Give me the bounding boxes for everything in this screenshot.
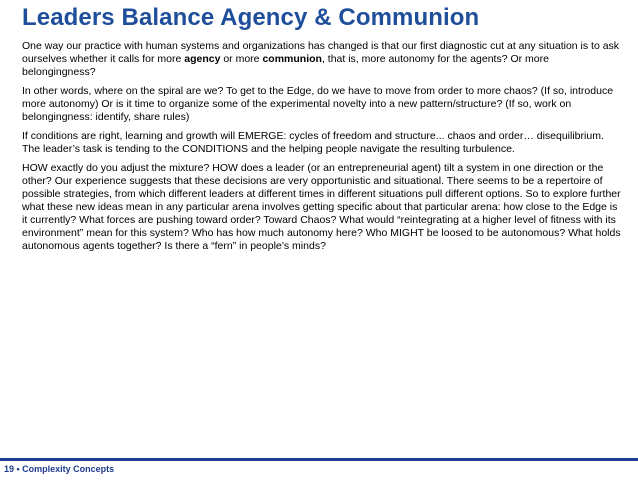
communion-term: communion <box>262 53 322 65</box>
paragraph-text: One way our practice with human systems and organizations has changed is that our first diagnostic cut at any situation is to ask ourselves whether it calls for more <box>22 40 620 65</box>
paragraph-adjust-mixture: HOW exactly do you adjust the mixture? HOW does a leader (or an entrepreneurial agent) tilt a system in one direction or the other? Our experience suggests that these decisions are very opportunistic and situational. There seems to be a repertoire of possible strategies, from which different leaders at different times in different situations pull different options. So to explore further what these new ideas mean in any particular arena involves getting specific about that particular arena: how close to the Edge is it currently? What forces are pushing toward order? Toward Chaos? What would “reintegrating at a higher level of fitness with its environment” mean for this system? Who has how much autonomy here? Who MIGHT be loosed to be autonomous? What holds autonomous agents together? Is there a “fern” in people’s minds? <box>22 162 621 252</box>
paragraph-spiral: In other words, where on the spiral are we? To get to the Edge, do we have to move from order to more chaos? (If so, introduce more autonomy) Or is it time to organize some of the experimental novelty into a new pattern/structure? (If so, work on belongingness: identify, share rules) <box>22 85 614 123</box>
paragraph-text: , that is, more autonomy for the agents? Or more belongingness? <box>22 53 549 78</box>
agency-term: agency <box>184 53 221 65</box>
paragraph-emerge: If conditions are right, learning and growth will EMERGE: cycles of freedom and structure... chaos and order… disequilibrium. The leader’s task is tending to the CONDITIONS and the helping people navigate the resulting turbulence. <box>22 130 604 155</box>
slide-body <box>22 40 622 259</box>
footer-label: 19 • Complexity Concepts <box>4 464 115 474</box>
paragraph-text: or more <box>220 53 263 65</box>
slide-title: Leaders Balance Agency & Communion <box>22 4 480 31</box>
paragraph-agency-communion <box>22 40 622 79</box>
